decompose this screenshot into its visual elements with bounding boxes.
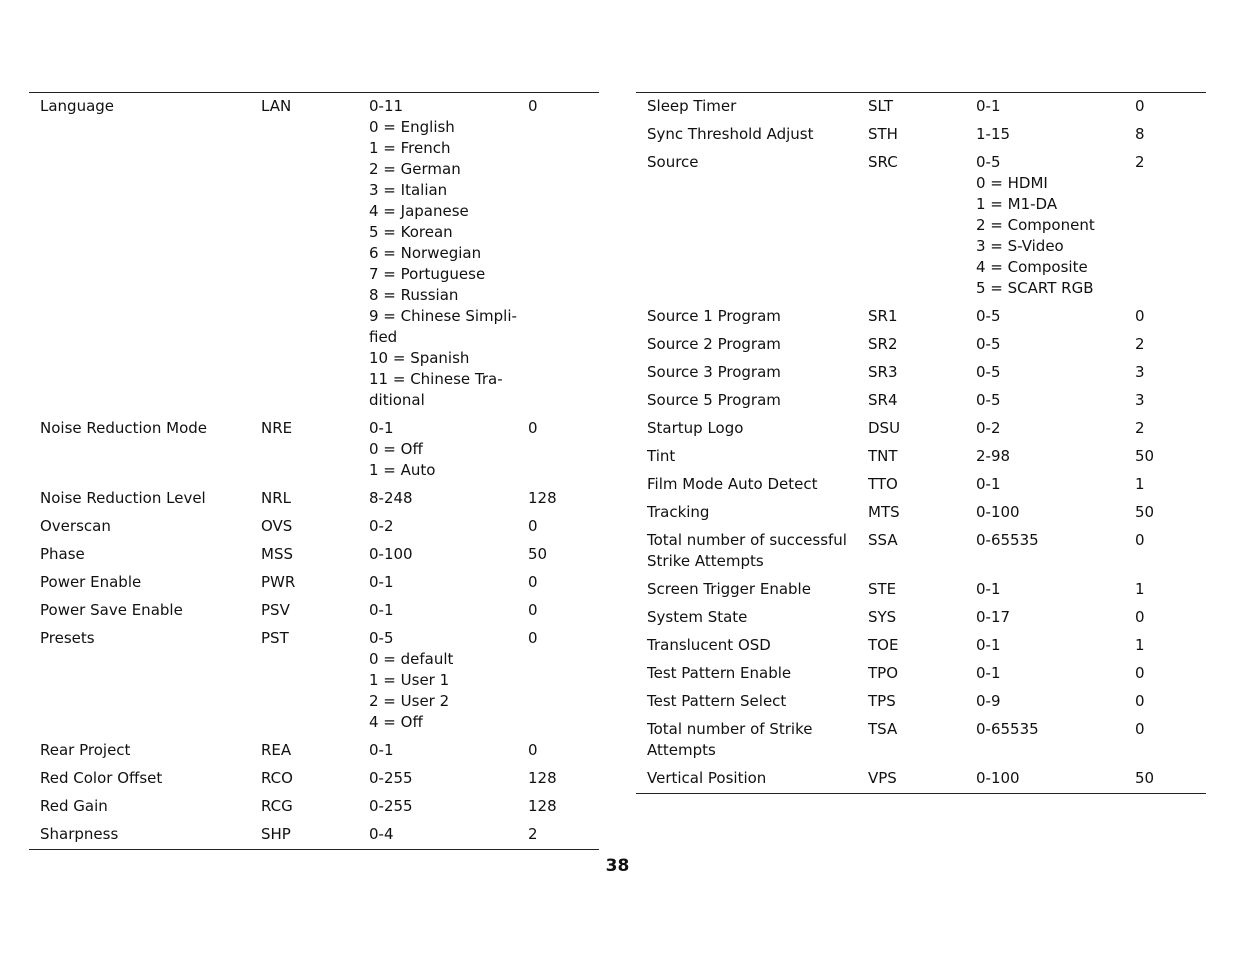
value-range-line: 1 = French xyxy=(369,139,451,157)
setting-name-line: Noise Reduction Level xyxy=(40,489,206,507)
table-row xyxy=(636,471,1206,499)
value-range-line: 0-5 xyxy=(976,307,1001,325)
table-row xyxy=(636,443,1206,471)
command-code-cell: PSV xyxy=(261,601,290,619)
value-range-cell xyxy=(976,306,1135,327)
setting-name-line: Source 3 Program xyxy=(647,363,781,381)
setting-name-cell xyxy=(647,768,868,789)
value-range-line: 1 = User 1 xyxy=(369,671,450,689)
default-value-cell: 50 xyxy=(1135,769,1155,787)
value-range-cell xyxy=(369,796,528,817)
setting-name-cell xyxy=(40,796,261,817)
setting-name-line: Rear Project xyxy=(40,741,131,759)
setting-name-line: Sleep Timer xyxy=(647,97,737,115)
value-range-line: 0-11 xyxy=(369,97,404,115)
value-range-cell xyxy=(976,362,1135,383)
command-code-cell: TNT xyxy=(868,447,898,465)
setting-name-line: Tint xyxy=(647,447,676,465)
value-range-line: 0-5 xyxy=(976,363,1001,381)
value-range-line: 3 = Italian xyxy=(369,181,448,199)
table-row xyxy=(636,660,1206,688)
command-code-cell: REA xyxy=(261,741,292,759)
value-range-line: 0-1 xyxy=(369,741,394,759)
command-code-cell: NRL xyxy=(261,489,291,507)
value-range-line: 0-5 xyxy=(976,335,1001,353)
value-range-line: 0-1 xyxy=(369,419,394,437)
command-code-cell: SLT xyxy=(868,97,893,115)
setting-name-line: Screen Trigger Enable xyxy=(647,580,811,598)
default-value-cell: 2 xyxy=(1135,335,1145,353)
value-range-line: 0-65535 xyxy=(976,720,1039,738)
value-range-cell xyxy=(976,719,1135,740)
value-range-line: 0 = Off xyxy=(369,440,423,458)
table-row xyxy=(636,331,1206,359)
command-code-cell: SYS xyxy=(868,608,897,626)
value-range-cell xyxy=(369,628,528,733)
table-row xyxy=(29,793,599,821)
value-range-line: 2 = User 2 xyxy=(369,692,450,710)
value-range-line: 10 = Spanish xyxy=(369,349,470,367)
table-row xyxy=(636,716,1206,765)
page-number: 38 xyxy=(605,856,630,876)
command-code-cell: SR2 xyxy=(868,335,898,353)
setting-name-line: Power Enable xyxy=(40,573,142,591)
setting-name-line: Sync Threshold Adjust xyxy=(647,125,814,143)
setting-name-cell xyxy=(647,362,868,383)
value-range-line: 8-248 xyxy=(369,489,413,507)
setting-name-line: Phase xyxy=(40,545,85,563)
default-value-cell: 0 xyxy=(528,601,538,619)
default-value-cell: 3 xyxy=(1135,391,1145,409)
left-command-table xyxy=(29,92,599,850)
default-value-cell: 2 xyxy=(528,825,538,843)
command-code-cell: NRE xyxy=(261,419,293,437)
default-value-cell: 0 xyxy=(1135,531,1145,549)
setting-name-line: Startup Logo xyxy=(647,419,744,437)
setting-name-line: Noise Reduction Mode xyxy=(40,419,207,437)
table-row xyxy=(636,604,1206,632)
value-range-cell xyxy=(369,96,528,411)
value-range-cell xyxy=(369,488,528,509)
default-value-cell: 50 xyxy=(528,545,548,563)
setting-name-line: Overscan xyxy=(40,517,111,535)
value-range-cell xyxy=(369,418,528,481)
default-value-cell: 0 xyxy=(528,419,538,437)
setting-name-cell xyxy=(40,824,261,845)
table-row xyxy=(636,527,1206,576)
setting-name-cell xyxy=(647,152,868,173)
value-range-line: 0-100 xyxy=(976,503,1020,521)
setting-name-cell xyxy=(40,740,261,761)
setting-name-cell xyxy=(40,488,261,509)
setting-name-cell xyxy=(40,600,261,621)
command-code-cell: MTS xyxy=(868,503,900,521)
setting-name-cell xyxy=(40,628,261,649)
table-row xyxy=(636,93,1206,121)
right-command-table xyxy=(636,92,1206,794)
command-code-cell: PWR xyxy=(261,573,296,591)
default-value-cell: 0 xyxy=(1135,608,1145,626)
setting-name-cell xyxy=(647,691,868,712)
table-row xyxy=(29,93,599,415)
command-code-cell: TSA xyxy=(868,720,898,738)
value-range-line: 0 = English xyxy=(369,118,455,136)
command-code-cell: OVS xyxy=(261,517,293,535)
command-code-cell: STE xyxy=(868,580,897,598)
command-code-cell: SRC xyxy=(868,153,898,171)
value-range-line: 6 = Norwegian xyxy=(369,244,482,262)
table-row xyxy=(29,415,599,485)
value-range-cell xyxy=(976,124,1135,145)
default-value-cell: 128 xyxy=(528,797,557,815)
command-code-cell: SR4 xyxy=(868,391,898,409)
table-row xyxy=(636,415,1206,443)
value-range-cell xyxy=(976,474,1135,495)
setting-name-line: Source xyxy=(647,153,699,171)
table-row xyxy=(636,121,1206,149)
command-code-cell: SR1 xyxy=(868,307,898,325)
default-value-cell: 1 xyxy=(1135,636,1145,654)
table-row xyxy=(636,576,1206,604)
value-range-cell xyxy=(976,635,1135,656)
default-value-cell: 0 xyxy=(528,573,538,591)
command-code-cell: STH xyxy=(868,125,898,143)
default-value-cell: 3 xyxy=(1135,363,1145,381)
table-row xyxy=(29,513,599,541)
setting-name-line: Red Color Offset xyxy=(40,769,163,787)
command-code-cell: RCO xyxy=(261,769,293,787)
value-range-line: 0-1 xyxy=(976,580,1001,598)
setting-name-cell xyxy=(647,719,868,761)
table-row xyxy=(29,541,599,569)
value-range-line: 0-2 xyxy=(369,517,394,535)
value-range-line: 4 = Off xyxy=(369,713,423,731)
value-range-line: 0-9 xyxy=(976,692,1001,710)
setting-name-line: Strike Attempts xyxy=(647,552,764,570)
value-range-cell xyxy=(976,607,1135,628)
setting-name-line: Vertical Position xyxy=(647,769,767,787)
command-code-cell: VPS xyxy=(868,769,897,787)
value-range-line: 0-100 xyxy=(369,545,413,563)
value-range-line: 1 = M1-DA xyxy=(976,195,1058,213)
value-range-line: 9 = Chinese Simpli- xyxy=(369,307,517,325)
value-range-line: 0-5 xyxy=(369,629,394,647)
command-code-cell: MSS xyxy=(261,545,293,563)
value-range-line: 4 = Composite xyxy=(976,258,1088,276)
value-range-cell xyxy=(976,768,1135,789)
default-value-cell: 0 xyxy=(528,629,538,647)
setting-name-line: Film Mode Auto Detect xyxy=(647,475,818,493)
value-range-line: 11 = Chinese Tra- xyxy=(369,370,503,388)
setting-name-line: Power Save Enable xyxy=(40,601,183,619)
default-value-cell: 8 xyxy=(1135,125,1145,143)
default-value-cell: 50 xyxy=(1135,503,1155,521)
value-range-line: 0-1 xyxy=(976,636,1001,654)
setting-name-cell xyxy=(647,418,868,439)
default-value-cell: 0 xyxy=(1135,692,1145,710)
setting-name-cell xyxy=(40,768,261,789)
command-code-cell: RCG xyxy=(261,797,293,815)
setting-name-line: Source 2 Program xyxy=(647,335,781,353)
default-value-cell: 0 xyxy=(528,741,538,759)
table-row xyxy=(29,821,599,849)
table-row xyxy=(636,387,1206,415)
value-range-line: 0-17 xyxy=(976,608,1011,626)
setting-name-cell xyxy=(647,607,868,628)
default-value-cell: 0 xyxy=(528,517,538,535)
table-row xyxy=(29,625,599,737)
default-value-cell: 128 xyxy=(528,489,557,507)
setting-name-line: Sharpness xyxy=(40,825,119,843)
value-range-line: 0-100 xyxy=(976,769,1020,787)
default-value-cell: 0 xyxy=(1135,307,1145,325)
setting-name-cell xyxy=(40,544,261,565)
value-range-line: 5 = SCART RGB xyxy=(976,279,1094,297)
command-code-cell: SSA xyxy=(868,531,898,549)
value-range-line: 5 = Korean xyxy=(369,223,453,241)
default-value-cell: 50 xyxy=(1135,447,1155,465)
value-range-line: 0-255 xyxy=(369,797,413,815)
setting-name-line: Total number of successful xyxy=(647,531,847,549)
value-range-line: 0-2 xyxy=(976,419,1001,437)
value-range-cell xyxy=(976,663,1135,684)
setting-name-cell xyxy=(647,124,868,145)
default-value-cell: 0 xyxy=(1135,720,1145,738)
setting-name-cell xyxy=(647,530,868,572)
value-range-cell xyxy=(976,446,1135,467)
table-row xyxy=(29,765,599,793)
value-range-cell xyxy=(976,152,1135,299)
value-range-line: 0-1 xyxy=(976,97,1001,115)
default-value-cell: 1 xyxy=(1135,580,1145,598)
value-range-cell xyxy=(369,740,528,761)
value-range-cell xyxy=(976,334,1135,355)
table-row xyxy=(636,149,1206,303)
value-range-cell xyxy=(976,418,1135,439)
setting-name-cell xyxy=(40,572,261,593)
setting-name-cell xyxy=(647,663,868,684)
setting-name-cell xyxy=(647,306,868,327)
value-range-cell xyxy=(976,96,1135,117)
value-range-cell xyxy=(369,572,528,593)
value-range-line: 0-1 xyxy=(369,573,394,591)
value-range-line: 2-98 xyxy=(976,447,1011,465)
value-range-line: fied xyxy=(369,328,398,346)
setting-name-cell xyxy=(647,635,868,656)
table-row xyxy=(29,597,599,625)
setting-name-cell xyxy=(647,334,868,355)
setting-name-line: Source 1 Program xyxy=(647,307,781,325)
value-range-line: 1 = Auto xyxy=(369,461,436,479)
value-range-line: 3 = S-Video xyxy=(976,237,1064,255)
command-code-cell: LAN xyxy=(261,97,292,115)
value-range-line: ditional xyxy=(369,391,425,409)
value-range-cell xyxy=(369,516,528,537)
setting-name-cell xyxy=(647,390,868,411)
setting-name-line: Total number of Strike xyxy=(647,720,813,738)
command-code-cell: SR3 xyxy=(868,363,898,381)
default-value-cell: 0 xyxy=(1135,97,1145,115)
value-range-line: 8 = Russian xyxy=(369,286,459,304)
value-range-cell xyxy=(369,600,528,621)
default-value-cell: 0 xyxy=(528,97,538,115)
value-range-cell xyxy=(369,544,528,565)
table-row xyxy=(636,359,1206,387)
value-range-line: 1-15 xyxy=(976,125,1011,143)
command-code-cell: TTO xyxy=(868,475,898,493)
value-range-cell xyxy=(976,502,1135,523)
setting-name-line: Test Pattern Select xyxy=(647,692,787,710)
command-code-cell: SHP xyxy=(261,825,291,843)
command-code-cell: DSU xyxy=(868,419,901,437)
table-row xyxy=(29,485,599,513)
setting-name-line: Translucent OSD xyxy=(647,636,771,654)
value-range-line: 0-1 xyxy=(976,475,1001,493)
setting-name-cell xyxy=(40,516,261,537)
value-range-line: 0-255 xyxy=(369,769,413,787)
table-row xyxy=(636,499,1206,527)
value-range-line: 0-65535 xyxy=(976,531,1039,549)
setting-name-cell xyxy=(647,502,868,523)
table-row xyxy=(29,569,599,597)
default-value-cell: 2 xyxy=(1135,153,1145,171)
value-range-cell xyxy=(369,824,528,845)
value-range-line: 2 = Component xyxy=(976,216,1095,234)
table-row xyxy=(636,632,1206,660)
setting-name-cell xyxy=(647,474,868,495)
setting-name-line: Red Gain xyxy=(40,797,108,815)
value-range-line: 0 = HDMI xyxy=(976,174,1048,192)
value-range-line: 0 = default xyxy=(369,650,454,668)
value-range-line: 0-5 xyxy=(976,153,1001,171)
command-code-cell: TPO xyxy=(868,664,899,682)
value-range-line: 2 = German xyxy=(369,160,461,178)
value-range-line: 0-1 xyxy=(369,601,394,619)
table-row xyxy=(636,688,1206,716)
value-range-cell xyxy=(369,768,528,789)
setting-name-cell xyxy=(647,446,868,467)
default-value-cell: 1 xyxy=(1135,475,1145,493)
table-row xyxy=(636,303,1206,331)
setting-name-cell xyxy=(647,579,868,600)
setting-name-cell xyxy=(647,96,868,117)
value-range-cell xyxy=(976,691,1135,712)
value-range-cell xyxy=(976,390,1135,411)
setting-name-cell xyxy=(40,96,261,117)
setting-name-line: Attempts xyxy=(647,741,716,759)
value-range-line: 0-1 xyxy=(976,664,1001,682)
default-value-cell: 2 xyxy=(1135,419,1145,437)
value-range-cell xyxy=(976,530,1135,551)
setting-name-cell xyxy=(40,418,261,439)
setting-name-line: Language xyxy=(40,97,115,115)
command-code-cell: TPS xyxy=(868,692,896,710)
command-code-cell: PST xyxy=(261,629,289,647)
table-row xyxy=(29,737,599,765)
setting-name-line: System State xyxy=(647,608,748,626)
command-code-cell: TOE xyxy=(868,636,899,654)
default-value-cell: 128 xyxy=(528,769,557,787)
default-value-cell: 0 xyxy=(1135,664,1145,682)
value-range-line: 0-4 xyxy=(369,825,394,843)
setting-name-line: Source 5 Program xyxy=(647,391,781,409)
value-range-line: 4 = Japanese xyxy=(369,202,469,220)
value-range-line: 7 = Portuguese xyxy=(369,265,486,283)
setting-name-line: Tracking xyxy=(647,503,710,521)
value-range-cell xyxy=(976,579,1135,600)
value-range-line: 0-5 xyxy=(976,391,1001,409)
table-row xyxy=(636,765,1206,793)
setting-name-line: Test Pattern Enable xyxy=(647,664,792,682)
setting-name-line: Presets xyxy=(40,629,95,647)
